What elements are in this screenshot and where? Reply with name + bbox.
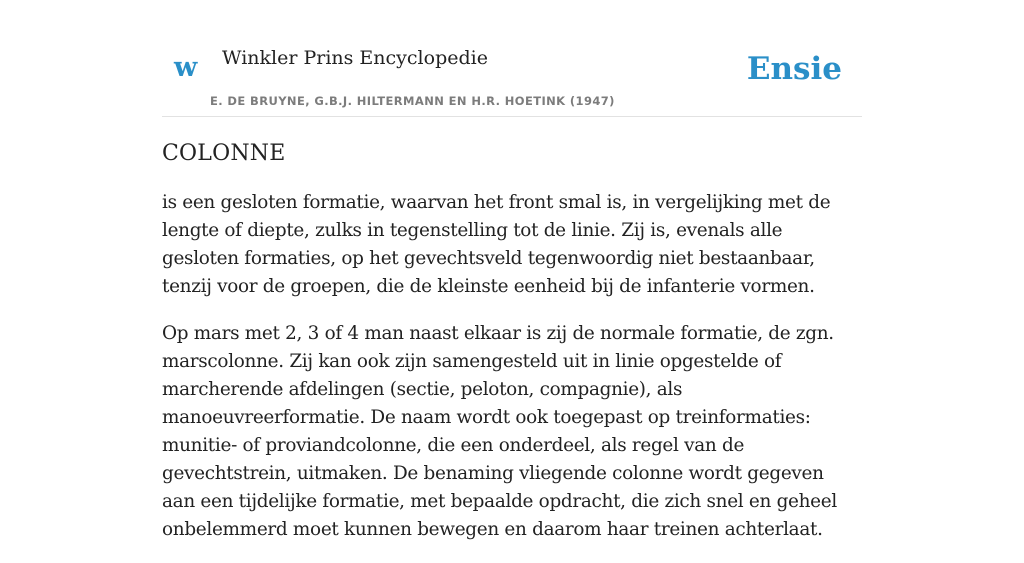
source-title[interactable]: Winkler Prins Encyclopedie bbox=[222, 47, 488, 69]
article-paragraph: is een gesloten formatie, waarvan het front smal is, in vergelijking met de lengte of diepte, zulks in tegenstelling tot de linie. Zij is, evenals alle gesloten formaties, op het gevechtsveld tegenwoordig niet bestaanbaar, tenzij voor de groepen, die de kleinste eenheid bij de infanterie vormen. bbox=[162, 192, 831, 297]
winkler-prins-logo[interactable]: w bbox=[174, 52, 198, 83]
ensie-logo[interactable]: Ensie bbox=[746, 51, 842, 87]
source-authors: E. DE BRUYNE, G.B.J. HILTERMANN EN H.R. HOETINK (1947) bbox=[210, 94, 615, 108]
article bbox=[162, 138, 862, 563]
source-header bbox=[162, 0, 862, 117]
article-paragraph: Op mars met 2, 3 of 4 man naast elkaar is zij de normale formatie, de zgn. marscolonne. Zij kan ook zijn samengesteld uit in linie opgestelde of marcherende afdelingen (sectie, peloton, compagnie), als manoeuvreerformatie. De naam wordt ook toegepast op treinformaties: munitie- of proviandcolonne, die een onderdeel, als regel van de gevechtstrein, uitmaken. De benaming vliegende colonne wordt gegeven aan een tijdelijke formatie, met bepaalde opdracht, die zich snel en geheel onbelemmerd moet kunnen bewegen en daarom haar treinen achterlaat. bbox=[162, 323, 837, 540]
entry-title: COLONNE bbox=[162, 141, 286, 166]
